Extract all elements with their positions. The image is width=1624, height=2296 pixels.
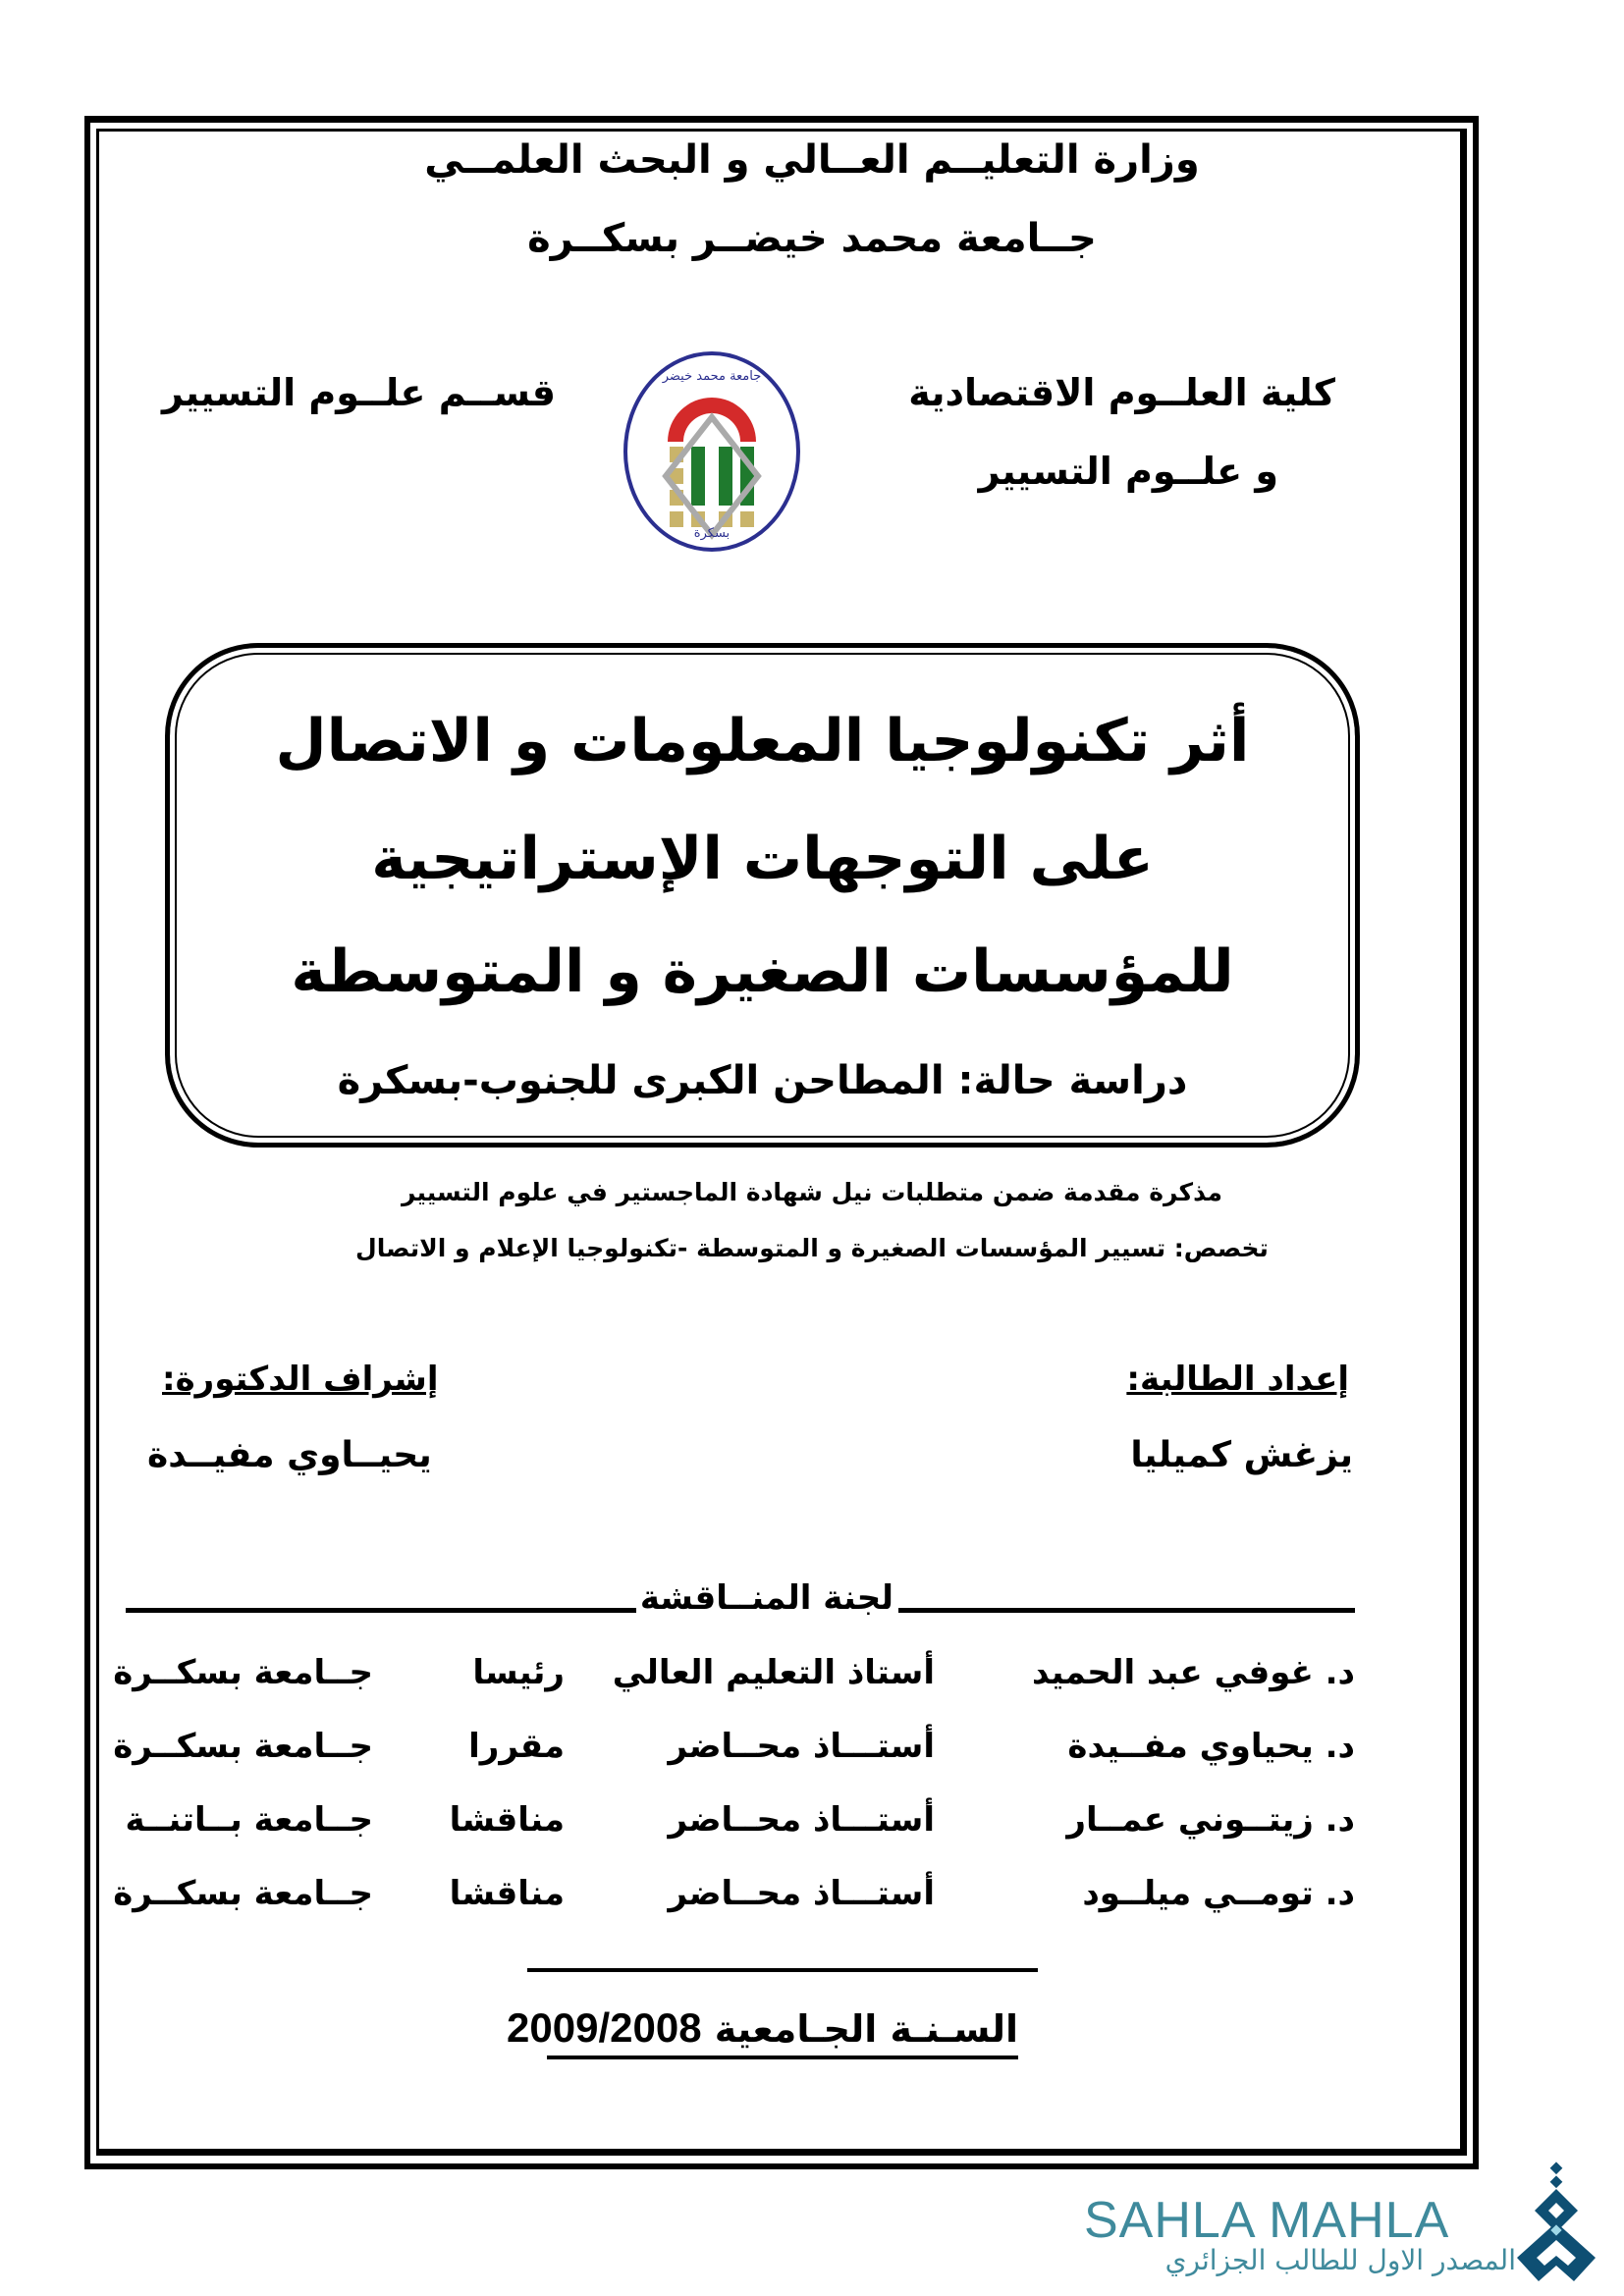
member-university: جــامعة بسكــرة [113, 1727, 373, 1766]
member-role: مناقشا [449, 1800, 565, 1840]
member-name: د. زيتــوني عمــار [1066, 1800, 1355, 1840]
thesis-title-line2: على التوجهات الإستراتيجية [371, 825, 1154, 893]
university-logo [621, 348, 803, 555]
member-rank: أستاذ التعليم العالي [612, 1653, 935, 1692]
student-name: يزغش كميليا [1130, 1435, 1353, 1475]
thesis-title-line3: للمؤسسات الصغيرة و المتوسطة [291, 937, 1234, 1006]
committee-heading: لجنة المنــاقشة [639, 1578, 893, 1618]
department-name: قســم علــوم التسيير [162, 371, 557, 414]
member-role: رئيسا [472, 1653, 565, 1692]
member-rank: أستـــاذ محــاضر [668, 1874, 935, 1913]
academic-year [507, 2004, 1018, 2059]
specialization: تخصص: تسيير المؤسسات الصغيرة و المتوسطة -تكنولوجيا الإعلام و الاتصال [355, 1234, 1269, 1262]
watermark-brand: SAHLA MAHLA [1084, 2192, 1450, 2249]
academic-year-label: السـنـة الجـامعية [714, 2007, 1018, 2051]
member-name: د. يحياوي مفــيدة [1067, 1727, 1355, 1766]
member-rank: أستـــاذ محــاضر [668, 1727, 935, 1766]
member-role: مقررا [468, 1727, 565, 1766]
student-label: إعداد الطالبة: [1126, 1360, 1349, 1399]
committee-rule-right [898, 1608, 1355, 1613]
watermark-tagline: المصدر الاول للطالب الجزائري [1164, 2244, 1516, 2276]
logo-bottom-text: بسكرة [693, 526, 731, 541]
member-role: مناقشا [449, 1874, 565, 1913]
committee-rule-left [126, 1608, 636, 1613]
divider-rule [527, 1968, 1038, 1972]
ministry-name: وزارة التعليــم العــالي و البحث العلمــي [424, 137, 1200, 183]
member-rank: أستـــاذ محــاضر [668, 1800, 935, 1840]
case-study: دراسة حالة: المطاحن الكبرى للجنوب-بسكرة [337, 1058, 1188, 1103]
thesis-purpose: مذكرة مقدمة ضمن متطلبات نيل شهادة الماجستير في علوم التسيير [401, 1178, 1223, 1206]
member-name: د. تومــي ميلــود [1082, 1874, 1355, 1913]
university-name: جــامعة محمد خيضــر بسكــرة [527, 216, 1097, 261]
member-name: د. غوفي عبد الحميد [1031, 1653, 1355, 1692]
member-university: جــامعة بسكــرة [113, 1653, 373, 1692]
faculty-name-line1: كلية العلــوم الاقتصادية [908, 371, 1335, 414]
watermark-logo-icon [1517, 2160, 1600, 2287]
member-university: جــامعة بــاتنــة [125, 1800, 373, 1840]
logo-top-text: جامعة محمد خيضر [662, 369, 762, 384]
supervisor-name: يحيــاوي مفيــدة [147, 1435, 432, 1475]
thesis-title-line1: أثر تكنولوجيا المعلومات و الاتصال [275, 707, 1250, 775]
academic-year-value: 2009/2008 [507, 2004, 702, 2051]
supervisor-label: إشراف الدكتورة: [162, 1360, 439, 1399]
faculty-name-line2: و علــوم التسيير [978, 450, 1278, 493]
member-university: جــامعة بسكــرة [113, 1874, 373, 1913]
